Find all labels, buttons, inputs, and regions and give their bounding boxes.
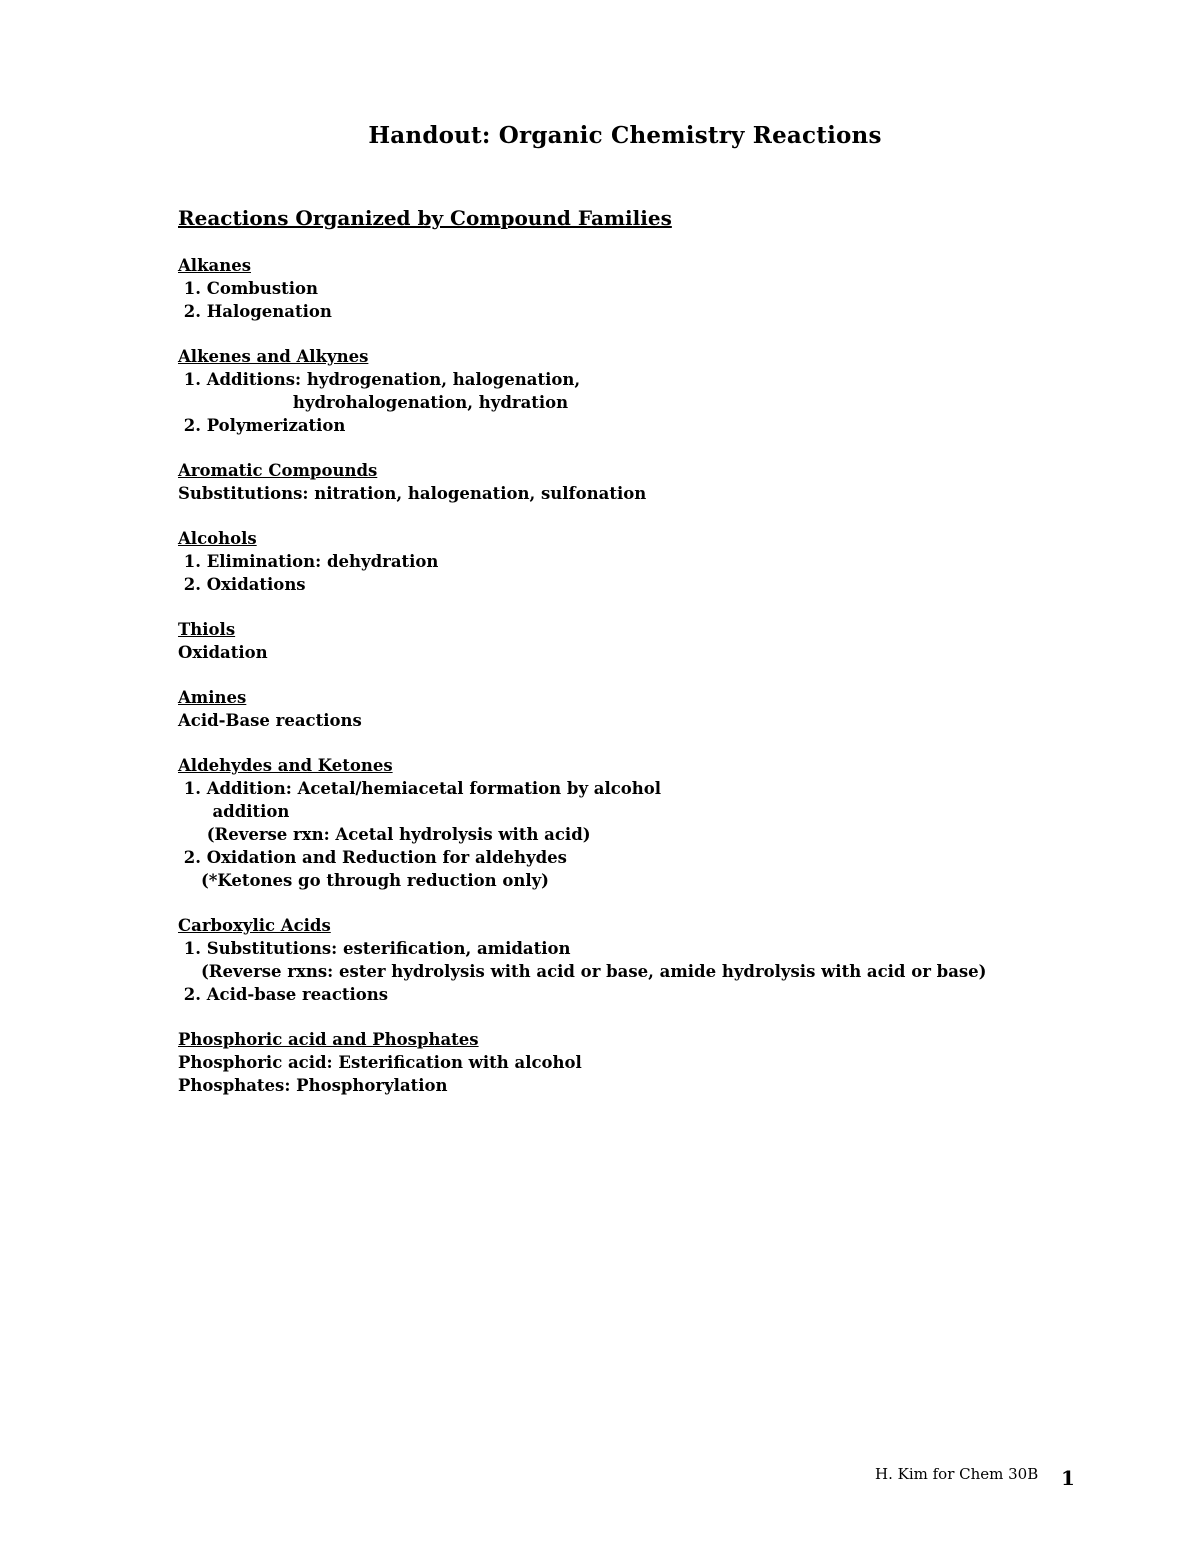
reaction-line: Phosphates: Phosphorylation [178,1076,448,1095]
family-name: Aldehydes and Ketones [178,756,393,775]
reaction-line: 2. Acid-base reactions [178,985,389,1004]
family-name: Aromatic Compounds [178,461,378,480]
reaction-line: (Reverse rxn: Acetal hydrolysis with acid) [178,825,591,844]
family-name: Carboxylic Acids [178,916,331,935]
section-heading: Reactions Organized by Compound Families [178,206,672,230]
reaction-line: 2. Oxidation and Reduction for aldehydes [178,848,567,867]
reaction-line: 1. Substitutions: esterification, amidation [178,939,571,958]
family-amines [178,686,1078,732]
reaction-line: Phosphoric acid: Esterification with alcohol [178,1053,582,1072]
reaction-line: 1. Elimination: dehydration [178,552,439,571]
reaction-line: 2. Oxidations [178,575,306,594]
reaction-line: (*Ketones go through reduction only) [178,871,549,890]
reaction-line: Acid-Base reactions [178,711,362,730]
family-alkanes [178,254,1078,323]
family-name: Phosphoric acid and Phosphates [178,1030,479,1049]
reaction-line: 2. Halogenation [178,302,332,321]
family-alkenes-alkynes [178,345,1078,437]
family-alcohols [178,527,1078,596]
family-aromatic-compounds [178,459,1078,505]
family-carboxylic-acids [178,914,1078,1006]
family-aldehydes-ketones [178,754,1078,892]
reaction-line: addition [178,802,290,821]
document-title: Handout: Organic Chemistry Reactions [368,122,882,149]
family-name: Alkenes and Alkynes [178,347,369,366]
reaction-line: 1. Combustion [178,279,319,298]
family-thiols [178,618,1078,664]
family-name: Alcohols [178,529,257,548]
family-name: Alkanes [178,256,251,275]
family-name: Amines [178,688,247,707]
reaction-line: hydrohalogenation, hydration [178,393,569,412]
reaction-line: (Reverse rxns: ester hydrolysis with acid or base, amide hydrolysis with acid or base) [178,962,987,981]
page-number: 1 [1061,1466,1075,1490]
reaction-line: Substitutions: nitration, halogenation, sulfonation [178,484,647,503]
reaction-line: Oxidation [178,643,268,662]
reaction-line: 1. Additions: hydrogenation, halogenation, [178,370,581,389]
reaction-line: 2. Polymerization [178,416,346,435]
family-name: Thiols [178,620,236,639]
family-phosphoric-acid-phosphates [178,1028,1078,1097]
document-body [178,205,1078,1119]
reaction-line: 1. Addition: Acetal/hemiacetal formation by alcohol [178,779,662,798]
footer-author: H. Kim for Chem 30B [875,1465,1039,1483]
